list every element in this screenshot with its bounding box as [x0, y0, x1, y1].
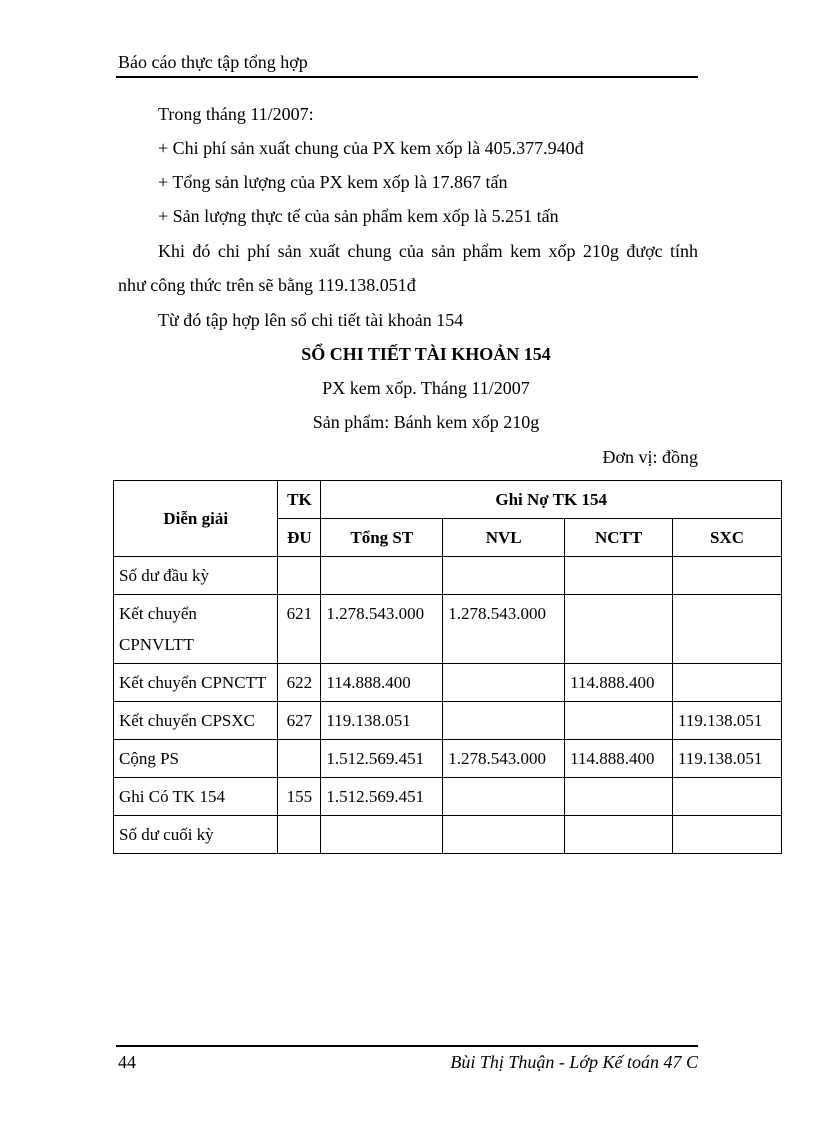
table-row: [114, 816, 782, 854]
row-description: Số dư cuối kỳ: [114, 816, 278, 854]
row-sxc: [673, 557, 782, 595]
row-nctt: 114.888.400: [565, 740, 673, 778]
row-sxc: [673, 664, 782, 702]
row-total: 1.512.569.451: [321, 778, 443, 816]
header-tk-top: TK: [278, 481, 321, 519]
row-tk: [278, 740, 321, 778]
row-nvl: [443, 778, 565, 816]
row-nctt: [565, 778, 673, 816]
paragraph-line-2: như công thức trên sẽ bằng 119.138.051đ: [118, 275, 416, 295]
row-total: 119.138.051: [321, 702, 443, 740]
row-total: [321, 816, 443, 854]
row-sxc: [673, 595, 782, 664]
row-description: Cộng PS: [114, 740, 278, 778]
header-debit-group: Ghi Nợ TK 154: [321, 481, 782, 519]
row-nvl: [443, 816, 565, 854]
row-total: 114.888.400: [321, 664, 443, 702]
row-nvl: [443, 664, 565, 702]
bullet-overhead-cost: + Chi phí sản xuất chung của PX kem xốp là 405.377.940đ: [158, 138, 584, 158]
month-line: Trong tháng 11/2007:: [158, 104, 314, 124]
row-tk: [278, 557, 321, 595]
table-row: [114, 778, 782, 816]
page-number: 44: [118, 1052, 136, 1072]
row-total: 1.278.543.000: [321, 595, 443, 664]
table-row: [114, 557, 782, 595]
row-sxc: [673, 816, 782, 854]
row-nctt: [565, 816, 673, 854]
row-tk: 155: [278, 778, 321, 816]
footer-author: Bùi Thị Thuận - Lớp Kế toán 47 C: [450, 1052, 698, 1072]
row-total: [321, 557, 443, 595]
row-description: Kết chuyển CPSXC: [114, 702, 278, 740]
row-sxc: [673, 778, 782, 816]
row-sxc: 119.138.051: [673, 702, 782, 740]
header-divider: [116, 76, 698, 78]
paragraph-line-3: Từ đó tập hợp lên sổ chi tiết tài khoản 154: [158, 310, 464, 330]
row-nvl: 1.278.543.000: [443, 595, 565, 664]
table-row: [114, 740, 782, 778]
header-title: Báo cáo thực tập tổng hợp: [118, 52, 308, 72]
row-nctt: [565, 557, 673, 595]
row-tk: 627: [278, 702, 321, 740]
row-nctt: [565, 702, 673, 740]
table-row: [114, 702, 782, 740]
ledger-title: SỔ CHI TIẾT TÀI KHOẢN 154: [301, 344, 551, 364]
bullet-total-output: + Tổng sản lượng của PX kem xốp là 17.867 tấn: [158, 172, 508, 192]
row-description: Kết chuyển CPNVLTT: [114, 595, 278, 664]
header-nctt: NCTT: [565, 519, 673, 557]
table-row: [114, 664, 782, 702]
row-total: 1.512.569.451: [321, 740, 443, 778]
row-description: Kết chuyển CPNCTT: [114, 664, 278, 702]
table-header-row: [114, 481, 782, 519]
row-description: Ghi Có TK 154: [114, 778, 278, 816]
ledger-product: Sản phẩm: Bánh kem xốp 210g: [312, 412, 540, 432]
header-nvl: NVL: [443, 519, 565, 557]
table-row: [114, 595, 782, 664]
row-tk: [278, 816, 321, 854]
header-sxc: SXC: [673, 519, 782, 557]
header-total: Tổng ST: [321, 519, 443, 557]
bullet-actual-output: + Sản lượng thực tế của sản phẩm kem xốp là 5.251 tấn: [158, 206, 559, 226]
row-tk: 621: [278, 595, 321, 664]
row-tk: 622: [278, 664, 321, 702]
row-nvl: [443, 557, 565, 595]
row-nctt: [565, 595, 673, 664]
row-nvl: 1.278.543.000: [443, 740, 565, 778]
ledger-subtitle: PX kem xốp. Tháng 11/2007: [322, 378, 530, 398]
row-description: Số dư đầu kỳ: [114, 557, 278, 595]
header-description: Diễn giải: [114, 481, 278, 557]
row-sxc: 119.138.051: [673, 740, 782, 778]
header-tk-bottom: ĐU: [278, 519, 321, 557]
row-nctt: 114.888.400: [565, 664, 673, 702]
row-nvl: [443, 702, 565, 740]
footer-divider: [116, 1045, 698, 1047]
ledger-table: [113, 480, 782, 854]
ledger-unit: Đơn vị: đồng: [602, 447, 698, 467]
paragraph-line-1: Khi đó chi phí sản xuất chung của sản phẩm kem xốp 210g được tính: [158, 241, 698, 261]
